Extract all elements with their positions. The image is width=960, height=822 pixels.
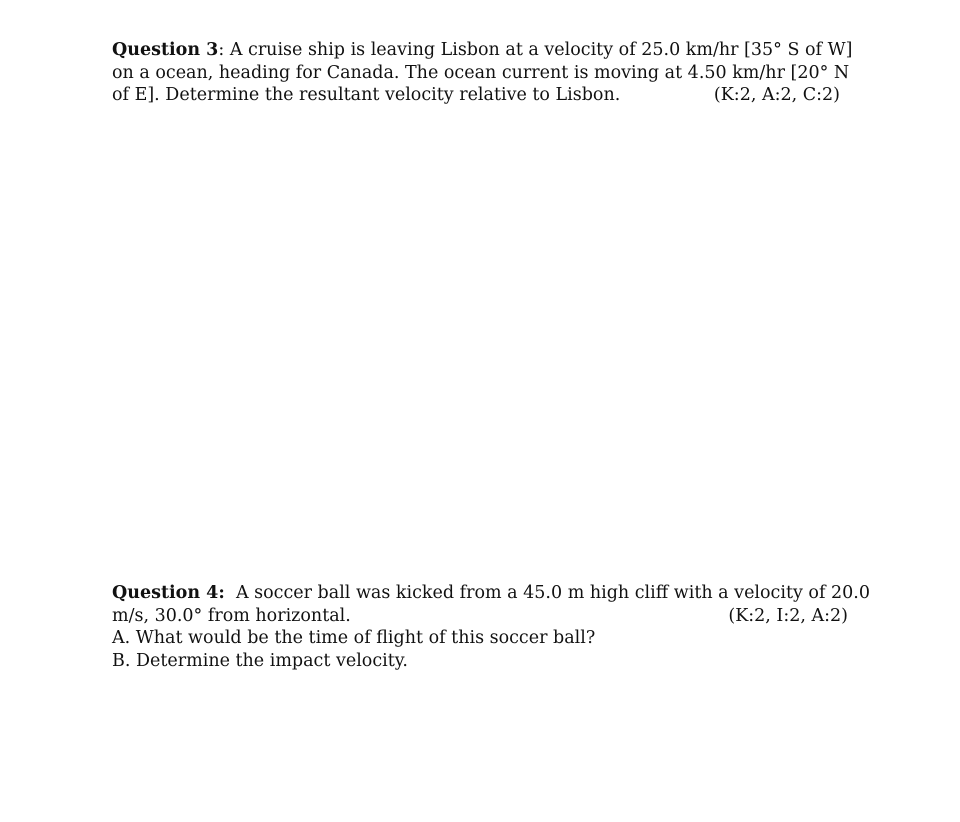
question-3-label: Question 3: [112, 40, 219, 60]
question-4-text-2: m/s, 30.0° from horizontal.: [112, 605, 351, 626]
question-4-line-2: [112, 605, 848, 628]
question-3-block: [112, 39, 853, 107]
question-3-text-2: on a ocean, heading for Canada. The ocean current is moving at 4.50 km/hr [20° N: [112, 62, 850, 83]
question-4-text-1: A soccer ball was kicked from a 45.0 m high cliff with a velocity of 20.0: [235, 583, 870, 603]
question-4-part-a: A. What would be the time of flight of this soccer ball?: [112, 628, 596, 648]
question-3-marks: (K:2, A:2, C:2): [713, 85, 840, 105]
question-4-label: Question 4:: [112, 583, 225, 603]
question-4-line-1: [112, 582, 870, 605]
question-3-line-3: [112, 84, 840, 107]
question-3-text-1: : A cruise ship is leaving Lisbon at a velocity of 25.0 km/hr [35° S of W]: [218, 40, 853, 60]
question-4-marks: (K:2, I:2, A:2): [728, 605, 848, 626]
question-4-part-b: B. Determine the impact velocity.: [112, 650, 408, 671]
question-4-block: [112, 582, 870, 672]
question-3-line-1: [112, 39, 853, 62]
question-3-text-3: of E]. Determine the resultant velocity relative to Lisbon.: [112, 85, 621, 105]
